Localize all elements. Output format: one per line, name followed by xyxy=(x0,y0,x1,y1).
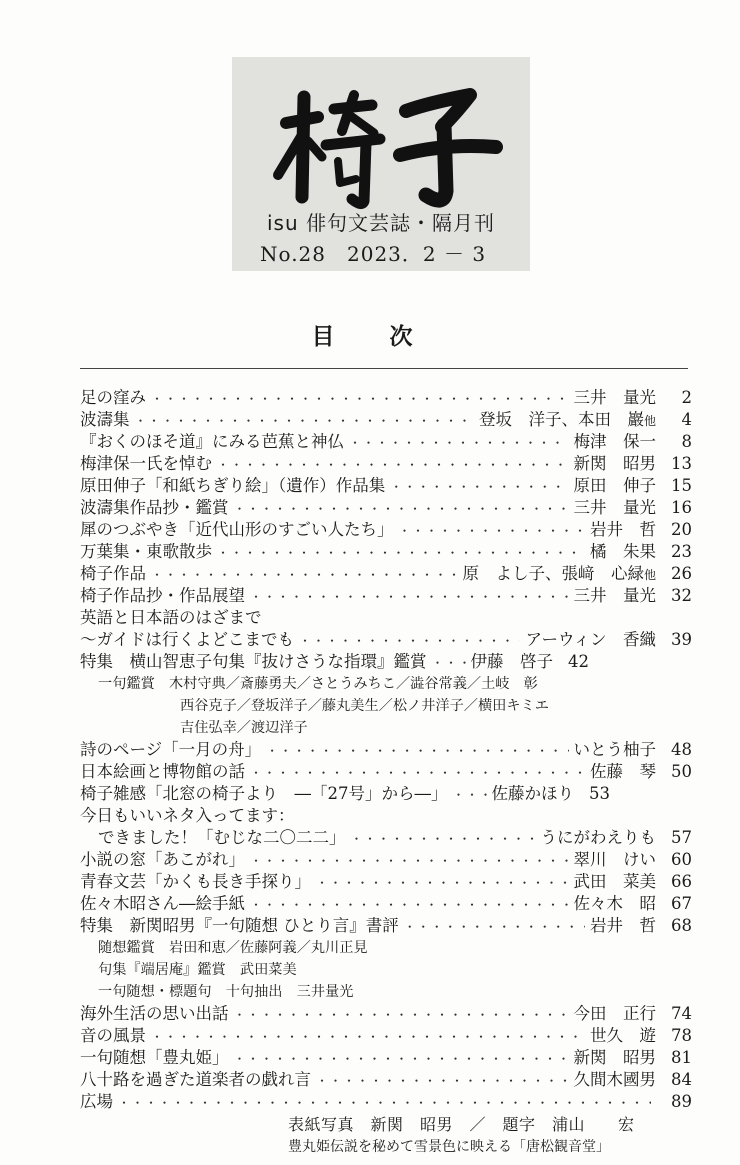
author-name: 佐藤かほり xyxy=(491,784,574,803)
toc-title: 音の風景 xyxy=(80,1026,146,1045)
toc-title: 小説の窓「あこがれ」 xyxy=(80,850,245,869)
author-name: うにがわえりも xyxy=(540,828,656,847)
toc-page: 23 xyxy=(671,542,692,561)
toc-entry xyxy=(80,541,692,563)
author-name: 新関 昭男 xyxy=(573,454,656,473)
toc-title: 一句随想「豊丸姫」 xyxy=(80,1048,229,1067)
author-name: いとう柚子 xyxy=(573,740,656,759)
toc-page: 89 xyxy=(671,1092,692,1111)
toc-author xyxy=(574,849,657,871)
toc-page: 66 xyxy=(671,872,692,891)
toc-page: 15 xyxy=(671,476,692,495)
author-name: 世久 遊 xyxy=(590,1026,656,1045)
toc-page: 78 xyxy=(671,1026,692,1045)
toc-author xyxy=(492,783,575,805)
toc-author xyxy=(590,1025,656,1047)
toc-author xyxy=(590,761,656,783)
toc-entry xyxy=(80,475,692,497)
author-name: 登坂 洋子、本田 巖 xyxy=(478,410,644,429)
toc-page: 2 xyxy=(681,388,692,407)
toc-page: 68 xyxy=(671,916,692,935)
toc-entry xyxy=(80,651,692,673)
author-others: 他 xyxy=(643,568,656,582)
toc-subline xyxy=(80,937,692,959)
toc-entry xyxy=(80,431,692,453)
toc-title: 吉住弘幸／渡辺洋子 xyxy=(180,720,308,736)
leader-dots xyxy=(151,1026,585,1048)
leader-dots xyxy=(390,476,568,498)
toc-title: 梅津保一氏を悼む xyxy=(80,454,212,473)
toc-author xyxy=(590,915,656,937)
toc-author xyxy=(574,1069,657,1091)
author-name: 原 よし子、張﨑 心緑 xyxy=(462,564,644,583)
toc-entry xyxy=(80,761,692,783)
table-of-contents xyxy=(80,387,692,1113)
toc-entry xyxy=(80,607,692,629)
leader-dots xyxy=(250,894,569,916)
cover-caption: 豊丸姫伝説を秘めて雪景色に映える「唐松観音堂」 xyxy=(288,1139,610,1155)
toc-page: 48 xyxy=(671,740,692,759)
toc-author xyxy=(574,739,657,761)
leader-dots xyxy=(135,410,474,432)
leader-dots xyxy=(118,1092,651,1114)
toc-author xyxy=(590,519,656,541)
toc-page: 50 xyxy=(671,762,692,781)
issue-number: No.28 2023．2 － 3 xyxy=(260,242,487,266)
toc-entry xyxy=(80,409,692,431)
leader-dots xyxy=(250,586,569,608)
toc-author xyxy=(574,497,657,519)
toc-author xyxy=(590,541,656,563)
toc-entry xyxy=(80,629,692,651)
toc-author xyxy=(574,387,657,409)
toc-title: 『おくのほそ道』にみる芭蕉と神仏 xyxy=(80,432,344,451)
toc-author xyxy=(574,453,657,475)
author-name: アーウィン 香織 xyxy=(525,630,656,649)
toc-entry xyxy=(80,783,692,805)
toc-page: 81 xyxy=(671,1048,692,1067)
leader-dots xyxy=(399,520,586,542)
toc-entry xyxy=(80,387,692,409)
toc-author xyxy=(574,1003,657,1025)
toc-page: 32 xyxy=(671,586,692,605)
toc-entry xyxy=(80,915,692,937)
leader-dots xyxy=(266,740,568,762)
divider xyxy=(80,368,688,369)
toc-title: 一句随想・標題句 十句抽出 三井量光 xyxy=(98,984,354,1000)
toc-entry xyxy=(80,585,692,607)
toc-entry xyxy=(80,1047,692,1069)
toc-entry xyxy=(80,739,692,761)
toc-author xyxy=(479,409,656,432)
toc-author xyxy=(541,827,657,849)
toc-title: 特集 新関昭男『一句随想 ひとり言』書評 xyxy=(80,916,399,935)
toc-title: 一句鑑賞 木村守典／斎藤勇夫／さとうみちこ／澁谷常義／土岐 彰 xyxy=(98,676,538,692)
toc-page: 39 xyxy=(671,630,692,649)
author-name: 岩井 哲 xyxy=(590,916,656,935)
leader-dots xyxy=(351,828,536,850)
toc-title: 椅子作品抄・作品展望 xyxy=(80,586,245,605)
leader-dots xyxy=(234,498,569,520)
toc-title: 犀のつぶやき「近代山形のすごい人たち」 xyxy=(80,520,394,539)
toc-entry xyxy=(80,849,692,871)
masthead xyxy=(232,57,530,271)
author-name: 佐々木 昭 xyxy=(573,894,656,913)
author-name: 三井 量光 xyxy=(573,388,656,407)
toc-author xyxy=(525,629,656,651)
toc-page: 67 xyxy=(671,894,692,913)
author-name: 橘 朱果 xyxy=(590,542,656,561)
toc-title: 句集『端居庵』鑑賞 武田菜美 xyxy=(98,962,297,978)
toc-entry xyxy=(80,893,692,915)
toc-subline xyxy=(80,959,692,981)
magazine-subtitle: isu 俳句文芸誌・隔月刊 xyxy=(266,211,495,235)
toc-title: 椅子作品 xyxy=(80,564,146,583)
leader-dots xyxy=(250,762,585,784)
toc-title: 海外生活の思い出話 xyxy=(80,1004,229,1023)
author-name: 武田 菜美 xyxy=(573,872,656,891)
toc-subline xyxy=(80,673,692,695)
toc-author xyxy=(574,1047,657,1069)
author-name: 伊藤 啓子 xyxy=(470,652,553,671)
author-name: 佐藤 琴 xyxy=(590,762,656,781)
toc-title: 特集 横山智恵子句集『抜けさうな指環』鑑賞 xyxy=(80,652,427,671)
toc-page: 26 xyxy=(671,564,692,583)
toc-page: 4 xyxy=(681,410,692,429)
leader-dots xyxy=(234,1004,569,1026)
leader-dots xyxy=(316,872,569,894)
author-name: 岩井 哲 xyxy=(590,520,656,539)
toc-page: 60 xyxy=(671,850,692,869)
toc-subline xyxy=(80,695,692,717)
toc-title: 英語と日本語のはざまで xyxy=(80,608,262,627)
toc-author xyxy=(574,893,657,915)
toc-author xyxy=(574,871,657,893)
toc-page: 57 xyxy=(671,828,692,847)
toc-subline xyxy=(80,717,692,739)
calligraphy-logo xyxy=(256,65,508,215)
toc-page: 13 xyxy=(671,454,692,473)
leader-dots xyxy=(432,652,466,674)
toc-entry xyxy=(80,519,692,541)
toc-title: 今日もいいネタ入ってます： xyxy=(80,806,295,825)
toc-page: 53 xyxy=(589,784,610,803)
toc-title: 八十路を過ぎた道楽者の戯れ言 xyxy=(80,1070,311,1089)
toc-author xyxy=(574,431,657,453)
toc-entry xyxy=(80,563,692,585)
toc-author xyxy=(471,651,554,673)
toc-entry xyxy=(80,827,692,849)
toc-entry xyxy=(80,1069,692,1091)
author-others: 他 xyxy=(643,414,656,428)
toc-entry xyxy=(80,1025,692,1047)
toc-entry xyxy=(80,1003,692,1025)
author-name: 原田 伸子 xyxy=(573,476,656,495)
leader-dots xyxy=(151,564,457,586)
toc-title: できました！「むじな二〇二二」 xyxy=(98,828,346,847)
toc-title: ～ガイドは行くよどこまでも xyxy=(80,630,295,649)
toc-title: 足の窪み xyxy=(80,388,146,407)
author-name: 三井 量光 xyxy=(573,586,656,605)
toc-title: 青春文芸「かくも長き手探り」 xyxy=(80,872,311,891)
author-name: 今田 正行 xyxy=(573,1004,656,1023)
toc-title: 波濤集 xyxy=(80,410,130,429)
toc-author xyxy=(462,563,656,586)
leader-dots xyxy=(316,1070,569,1092)
cover-credit: 表紙写真 新関 昭男 ／ 題字 浦山 宏 xyxy=(288,1115,635,1134)
toc-title: 日本絵画と博物館の話 xyxy=(80,762,245,781)
toc-author xyxy=(574,585,657,607)
toc-page: 16 xyxy=(671,498,692,517)
leader-dots xyxy=(151,388,569,410)
toc-title: 佐々木昭さん―絵手紙 xyxy=(80,894,245,913)
toc-entry xyxy=(80,871,692,893)
toc-entry xyxy=(80,497,692,519)
leader-dots xyxy=(234,1048,569,1070)
toc-title: 万葉集・東歌散歩 xyxy=(80,542,212,561)
toc-entry xyxy=(80,805,692,827)
toc-page: 74 xyxy=(671,1004,692,1023)
leader-dots xyxy=(453,784,487,806)
author-name: 梅津 保一 xyxy=(573,432,656,451)
leader-dots xyxy=(217,542,585,564)
leader-dots xyxy=(349,432,569,454)
leader-dots xyxy=(404,916,585,938)
author-name: 翠川 けい xyxy=(573,850,656,869)
toc-title: 原田伸子「和紙ちぎり絵」（遺作）作品集 xyxy=(80,476,386,495)
toc-page: 8 xyxy=(681,432,692,451)
author-name: 新関 昭男 xyxy=(573,1048,656,1067)
toc-page: 42 xyxy=(568,652,589,671)
toc-title: 詩のページ「一月の舟」 xyxy=(80,740,262,759)
leader-dots xyxy=(217,454,569,476)
toc-title: 西谷克子／登坂洋子／藤丸美生／松ノ井洋子／横田キミエ xyxy=(180,698,549,714)
toc-page: 20 xyxy=(671,520,692,539)
toc-entry xyxy=(80,1091,692,1113)
author-name: 久間木國男 xyxy=(573,1070,656,1089)
author-name: 三井 量光 xyxy=(573,498,656,517)
toc-subline xyxy=(80,981,692,1003)
toc-title: 広場 xyxy=(80,1092,113,1111)
leader-dots xyxy=(299,630,520,652)
toc-title: 波濤集作品抄・鑑賞 xyxy=(80,498,229,517)
leader-dots xyxy=(250,850,569,872)
toc-page: 84 xyxy=(671,1070,692,1089)
toc-title: 随想鑑賞 岩田和恵／佐藤阿義／丸川正見 xyxy=(98,940,368,956)
toc-entry xyxy=(80,453,692,475)
toc-title: 椅子雑感「北窓の椅子より ―「27号」から―」 xyxy=(80,784,448,803)
toc-author xyxy=(574,475,657,497)
toc-heading: 目 次 xyxy=(311,323,429,350)
